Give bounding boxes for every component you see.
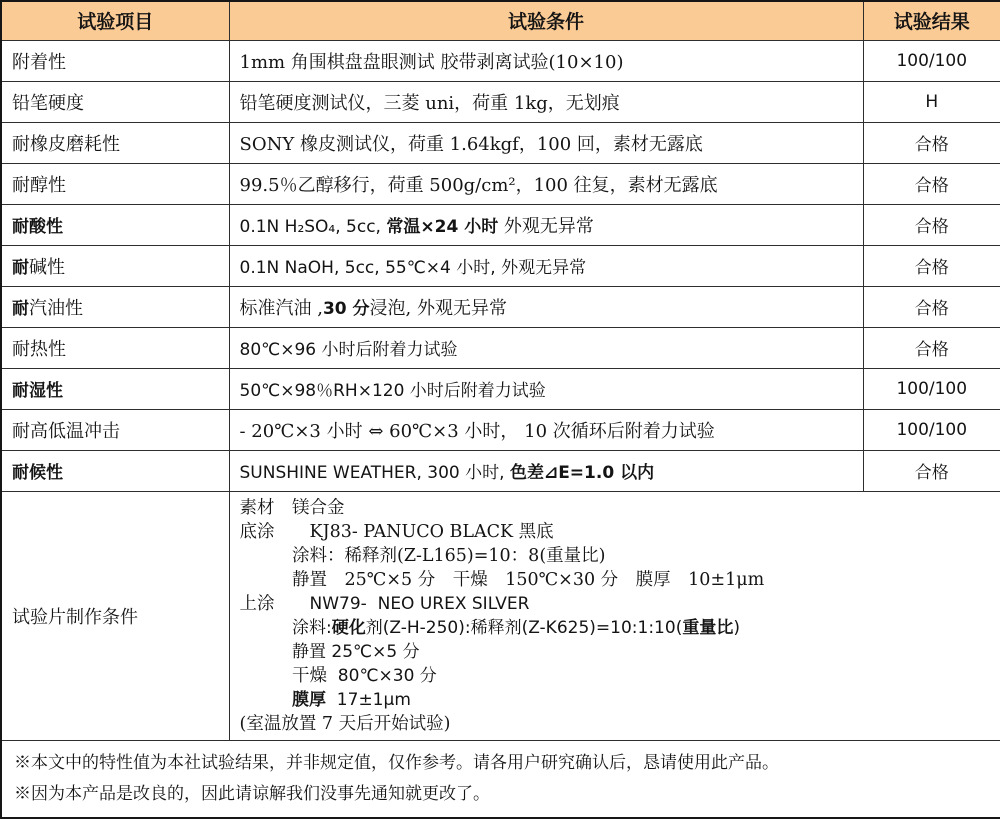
text-segment: 底涂 KJ83- PANUCO BLACK 黑底 [239, 521, 554, 542]
header-row [1, 1, 1000, 40]
text-segment: 标准汽油 , [239, 297, 323, 319]
test-result-cell: 合格 [863, 204, 1000, 245]
text-segment: 涂料: [292, 617, 332, 638]
test-item-cell [1, 245, 229, 286]
notes-row [1, 740, 1000, 818]
test-result-cell: 合格 [863, 327, 1000, 368]
text-segment: 硬化 [331, 617, 366, 638]
test-result-cell: 100/100 [863, 409, 1000, 450]
table-row [1, 245, 1000, 286]
test-result-cell: 100/100 [863, 368, 1000, 409]
text-segment: 耐酸性 [12, 217, 63, 237]
table-row [1, 409, 1000, 450]
test-item-cell [1, 204, 229, 245]
prep-detail-line [240, 616, 993, 640]
prep-detail-line [240, 712, 993, 736]
test-item-cell [1, 81, 229, 122]
text-segment: 17±1μm [326, 689, 411, 710]
text-segment: 50℃×98％RH×120 小时后附着力试验 [239, 381, 546, 401]
prep-detail-line [240, 664, 993, 688]
table-row [1, 40, 1000, 81]
text-segment: 静置 25℃×5 分 干燥 150℃×30 分 膜厚 10±1μm [239, 569, 765, 590]
table-row [1, 81, 1000, 122]
test-condition-cell [229, 122, 863, 163]
text-segment: 剂(Z-H-250):稀释剂(Z-K625)=10:1:10( [365, 617, 683, 638]
column-header-test-condition: 试验条件 [229, 1, 863, 40]
text-segment: 上涂 [239, 593, 310, 614]
table-row [1, 450, 1000, 491]
text-segment: SONY 橡皮测试仪，荷重 1.64kgf，100 回，素材无露底 [239, 133, 703, 155]
text-segment: ) [733, 617, 740, 638]
test-item-cell [1, 409, 229, 450]
text-segment: 耐 [12, 298, 29, 319]
prep-detail-line [240, 544, 993, 568]
text-segment: 膜厚 [292, 689, 326, 710]
text-segment: 干燥 [239, 665, 327, 686]
test-result-cell: 合格 [863, 286, 1000, 327]
test-item-cell [1, 163, 229, 204]
text-segment [240, 690, 293, 710]
text-segment [240, 618, 293, 638]
test-condition-cell [229, 204, 863, 245]
notes-cell [1, 740, 1000, 818]
table-row [1, 204, 1000, 245]
text-segment: 静置 25℃×5 分 [292, 641, 420, 662]
column-header-test-item: 试验项目 [1, 1, 229, 40]
text-segment: 耐橡皮磨耗性 [12, 133, 120, 155]
test-condition-cell [229, 368, 863, 409]
test-condition-cell [229, 81, 863, 122]
test-result-cell: 合格 [863, 122, 1000, 163]
text-segment: 碱性 [29, 256, 65, 278]
test-item-cell [1, 450, 229, 491]
text-segment: 耐湿性 [12, 381, 63, 401]
test-condition-cell [229, 409, 863, 450]
prep-detail-line [240, 568, 993, 592]
test-condition-cell [229, 286, 863, 327]
specimen-preparation-row [1, 491, 1000, 740]
test-item-cell [1, 40, 229, 81]
text-segment: (室温放置 7 天后开始试验) [239, 713, 451, 734]
note-line-1: ※本文中的特性值为本社试验结果，并非规定值，仅作参考。请各用户研究确认后，恳请使用此产品。 [14, 752, 779, 773]
test-condition-cell [229, 450, 863, 491]
text-segment: 涂料：稀释剂(Z-L165)=10：8(重量比) [239, 545, 606, 566]
specimen-preparation-details [229, 491, 1000, 740]
text-segment: 铅笔硬度测试仪，三菱 uni，荷重 1kg，无划痕 [239, 92, 620, 114]
test-item-cell [1, 327, 229, 368]
text-segment: 耐高低温冲击 [12, 420, 120, 442]
test-item-cell [1, 286, 229, 327]
prep-detail-line [240, 688, 993, 712]
test-condition-cell [229, 40, 863, 81]
text-segment [240, 642, 293, 662]
test-result-cell: H [863, 81, 1000, 122]
table-row [1, 286, 1000, 327]
prep-detail-line [240, 640, 993, 664]
text-segment: 30 分 [322, 298, 370, 319]
text-segment: 耐醇性 [12, 174, 66, 196]
note-line-2: ※因为本产品是改良的，因此请谅解我们没事先通知就更改了。 [14, 783, 490, 804]
test-result-cell: 100/100 [863, 40, 1000, 81]
text-segment: - 20℃×3 小时 ⇔ 60℃×3 小时， 10 次循环后附着力试验 [239, 420, 715, 442]
prep-detail-line [240, 496, 993, 520]
text-segment: 0.1N NaOH, 5cc, 55℃×4 小时, 外观无异常 [239, 258, 587, 278]
text-segment: 1mm 角围棋盘盘眼测试 胶带剥离试验(10×10) [239, 51, 624, 73]
text-segment: 80℃×96 小时后附着力试验 [239, 340, 458, 360]
text-segment: 常温×24 小时 [386, 216, 499, 237]
text-segment: 汽油性 [29, 297, 83, 319]
table-row [1, 368, 1000, 409]
text-segment: 耐候性 [12, 463, 63, 483]
test-result-cell: 合格 [863, 450, 1000, 491]
test-condition-cell [229, 327, 863, 368]
prep-detail-line [240, 520, 993, 544]
table-row [1, 122, 1000, 163]
table-row [1, 327, 1000, 368]
specimen-preparation-label: 试验片制作条件 [1, 491, 229, 740]
text-segment: 附着性 [12, 51, 66, 73]
test-condition-cell [229, 163, 863, 204]
text-segment: SUNSHINE WEATHER, 300 小时, [239, 463, 510, 483]
prep-detail-line [240, 592, 993, 616]
test-result-cell: 合格 [863, 163, 1000, 204]
text-segment: 0.1N H₂SO₄, 5cc, [239, 216, 387, 237]
text-segment: 耐热性 [12, 338, 66, 360]
text-segment: 浸泡, 外观无异常 [369, 297, 507, 319]
column-header-test-result: 试验结果 [863, 1, 1000, 40]
test-item-cell [1, 368, 229, 409]
text-segment: 99.5％乙醇移行，荷重 500g/cm²，100 往复，素材无露底 [239, 174, 718, 196]
test-result-cell: 合格 [863, 245, 1000, 286]
text-segment: 80℃×30 分 [327, 665, 437, 686]
text-segment: 色差⊿E=1.0 以内 [509, 463, 655, 483]
test-item-cell [1, 122, 229, 163]
text-segment: 重量比 [682, 617, 734, 638]
text-segment: 外观无异常 [498, 215, 594, 237]
text-segment: 素材 镁合金 [239, 497, 345, 518]
text-segment: NW79- NEO UREX SILVER [309, 593, 530, 614]
table-row [1, 163, 1000, 204]
test-condition-cell [229, 245, 863, 286]
text-segment: 铅笔硬度 [12, 92, 84, 114]
text-segment: 耐 [12, 257, 29, 278]
